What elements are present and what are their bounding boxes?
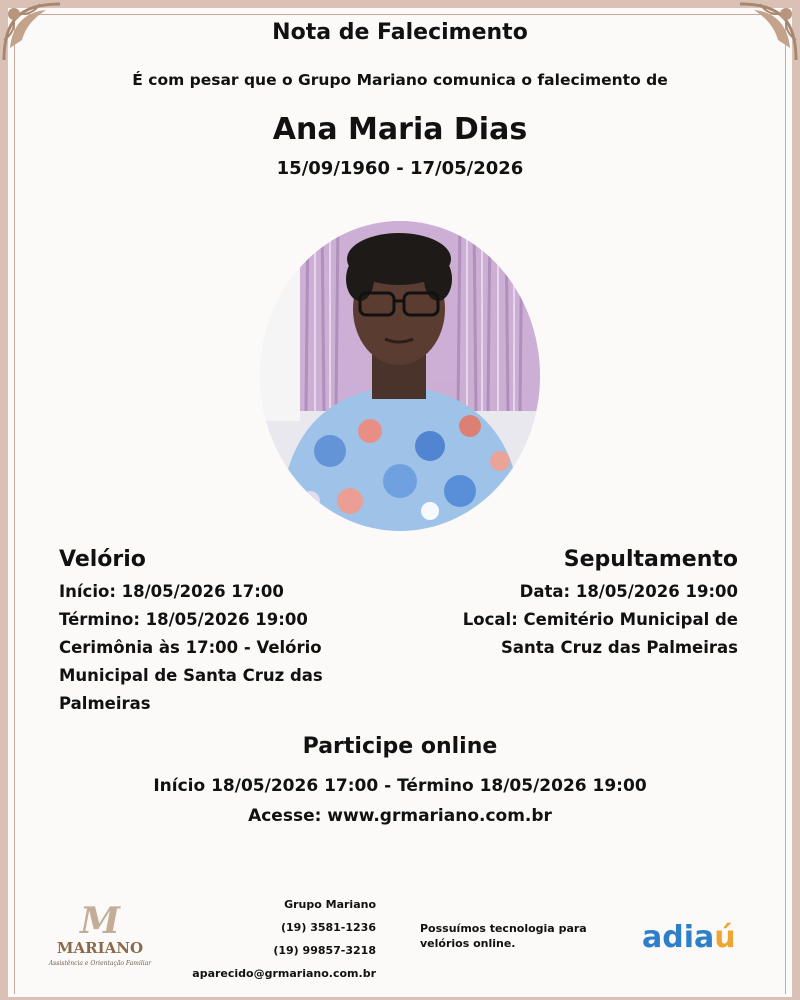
velorio-start: Início: 18/05/2026 17:00 <box>59 582 284 601</box>
deceased-photo <box>260 221 540 531</box>
velorio-title: Velório <box>59 547 146 572</box>
svg-text:M: M <box>80 903 120 942</box>
adiau-logo <box>642 920 736 955</box>
life-dates: 15/09/1960 - 17/05/2026 <box>276 158 524 179</box>
announcement-text: É com pesar que o Grupo Mariano comunica o falecimento de <box>132 71 668 89</box>
velorio-ceremony-line-3: Palmeiras <box>59 694 151 713</box>
footer-email[interactable]: aparecido@grmariano.com.br <box>192 967 376 980</box>
sepultamento-date: Data: 18/05/2026 19:00 <box>519 582 738 601</box>
page-title: Nota de Falecimento <box>272 20 528 45</box>
deceased-name: Ana Maria Dias <box>272 112 528 147</box>
velorio-ceremony-line-2: Municipal de Santa Cruz das <box>59 666 323 685</box>
footer-phone-1[interactable]: (19) 3581-1236 <box>281 921 376 934</box>
sepultamento-title: Sepultamento <box>563 547 738 572</box>
portrait-illustration <box>260 221 540 531</box>
velorio-ceremony-line-1: Cerimônia às 17:00 - Velório <box>59 638 322 657</box>
adiau-logo-accent: ú <box>714 920 736 955</box>
svg-text:MARIANO: MARIANO <box>56 939 144 957</box>
adiau-logo-text: adia <box>642 920 715 955</box>
velorio-end: Término: 18/05/2026 19:00 <box>59 610 308 629</box>
online-period: Início 18/05/2026 17:00 - Término 18/05/2026 19:00 <box>153 776 647 796</box>
footer-phone-2[interactable]: (19) 99857-3218 <box>273 944 376 957</box>
footer-company: Grupo Mariano <box>284 898 376 911</box>
online-access-link[interactable]: Acesse: www.grmariano.com.br <box>248 806 552 826</box>
mariano-logo <box>46 903 154 969</box>
sepultamento-location-line-2: Santa Cruz das Palmeiras <box>501 638 738 657</box>
online-title: Participe online <box>302 734 498 759</box>
sepultamento-location-line-1: Local: Cemitério Municipal de <box>462 610 738 629</box>
svg-text:Assistência e Orientação Famil: Assistência e Orientação Familiar <box>48 960 152 967</box>
tech-note: Possuímos tecnologia para velórios online. <box>420 922 587 950</box>
